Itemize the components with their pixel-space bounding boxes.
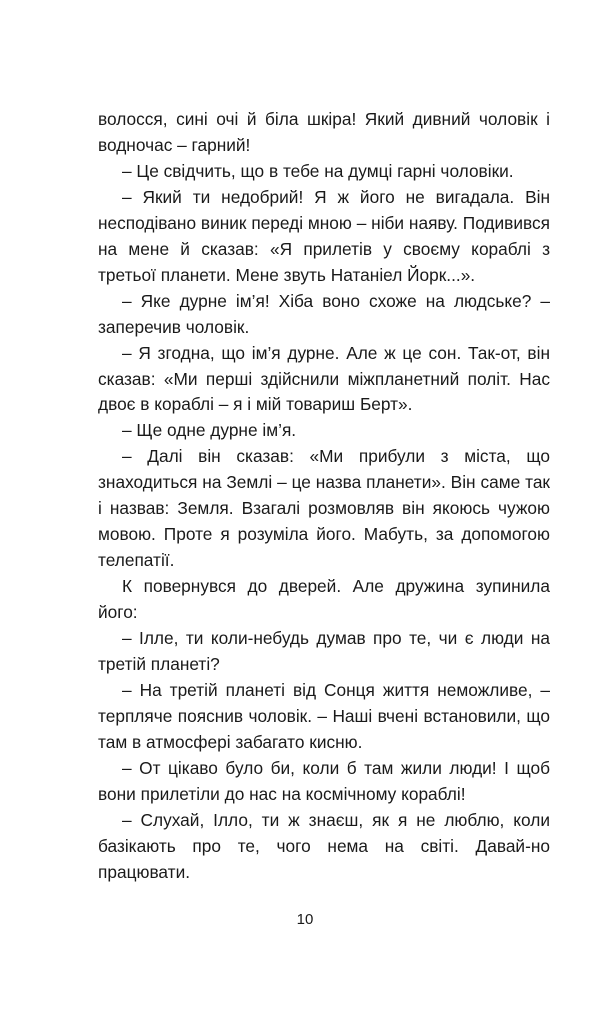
paragraph-12: – Слухай, Ілло, ти ж знаєш, як я не люблю, коли базікають про те, чого нема на світі. Давай-но працювати. [98, 809, 550, 882]
paragraph-7: – Далі він сказав: «Ми прибули з міста, що знаходиться на Землі – це назва планети». Він саме так і назвав: Земля. Взагалі розмовляв він якоюсь чужою мовою. Проте я розуміла його. Мабуть, за допомогою телепатії. [98, 446, 550, 571]
paragraph-3: – Який ти недобрий! Я ж його не вигадала. Він несподівано виник переді мною – ніби наяву. Подивився на мене й сказав: «Я прилетів у своєму кораблі з третьої планети. Мене звуть Натаніел Йорк...». [98, 186, 550, 285]
paragraph-4: – Яке дурне ім’я! Хіба воно схоже на людське? – заперечив чоловік. [98, 290, 550, 337]
page-number: 10 [296, 911, 314, 928]
paragraph-2: – Це свідчить, що в тебе на думці гарні чоловіки. [122, 160, 514, 181]
paragraph-5: – Я згодна, що ім’я дурне. Але ж це сон. Так-от, він сказав: «Ми перші здійснили міжпланетний політ. Нас двоє в кораблі – я і мій товариш Берт». [98, 342, 550, 415]
paragraph-10: – На третій планеті від Сонця життя неможливе, – терпляче пояснив чоловік. – Наші вчені встановили, що там в атмосфері забагато кисню. [98, 679, 550, 752]
body-text [98, 107, 550, 886]
paragraph-6: – Ще одне дурне ім’я. [122, 420, 297, 441]
paragraph-9: – Ілле, ти коли-небудь думав про те, чи є люди на третій планеті? [98, 628, 550, 675]
paragraph-1: волосся, сині очі й біла шкіра! Який дивний чоловік і водночас – гарний! [98, 109, 550, 155]
paragraph-11: – От цікаво було би, коли б там жили люди! І щоб вони прилетіли до нас на космічному кораблі! [98, 757, 550, 804]
paragraph-8: К повернувся до дверей. Але дружина зупинила його: [98, 576, 550, 623]
